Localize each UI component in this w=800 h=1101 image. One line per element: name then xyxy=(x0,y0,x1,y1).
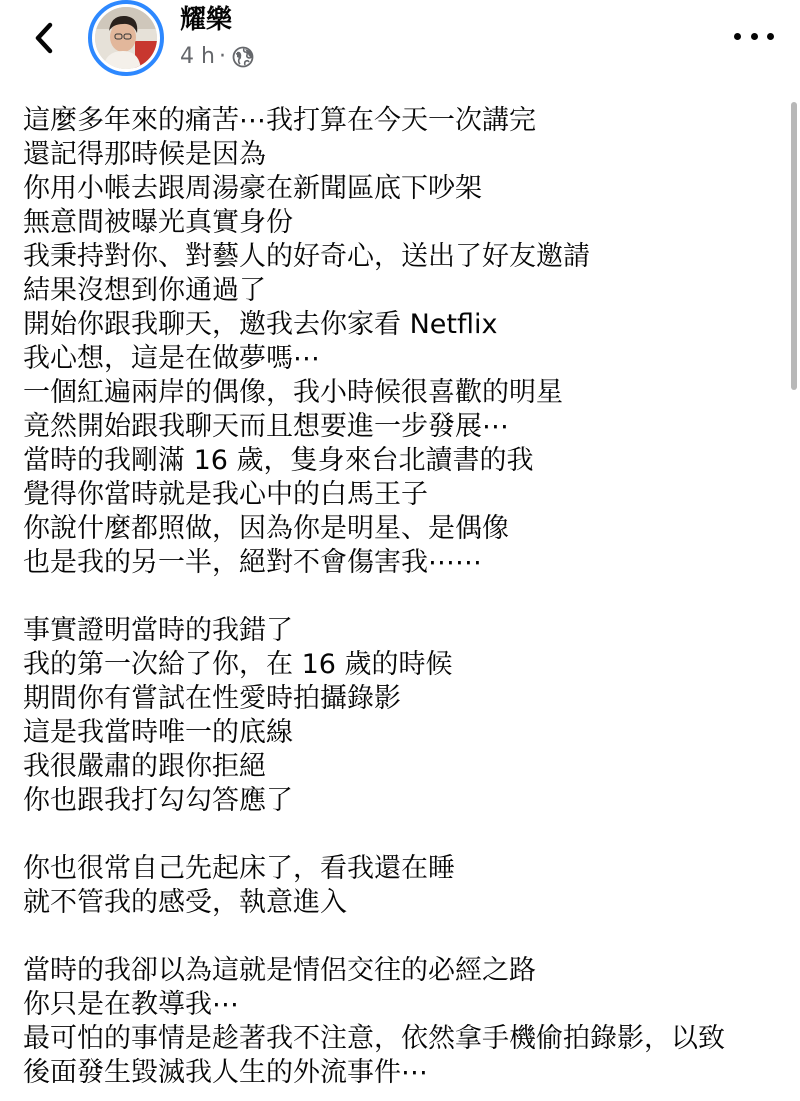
post-text-line: 開始你跟我聊天，邀我去你家看 Netflix xyxy=(23,309,498,340)
post-text-line: 這是我當時唯一的底線 xyxy=(23,717,293,748)
meta-separator: · xyxy=(218,44,226,69)
post-text-line: 最可怕的事情是趁著我不注意，依然拿手機偷拍錄影，以致 xyxy=(23,1023,725,1054)
post-text-line: 你用小帳去跟周湯豪在新聞區底下吵架 xyxy=(23,173,482,204)
back-button[interactable] xyxy=(26,16,62,60)
post-time[interactable]: 4 h xyxy=(180,44,215,69)
avatar xyxy=(95,7,157,69)
post-text-line: 也是我的另一半，絕對不會傷害我⋯⋯ xyxy=(23,547,482,578)
post-text-line: 覺得你當時就是我心中的白馬王子 xyxy=(23,479,428,510)
globe-icon xyxy=(232,46,254,68)
post-text-line: 當時的我剛滿 16 歲，隻身來台北讀書的我 xyxy=(23,445,534,476)
post-text-line: 你也很常自己先起床了，看我還在睡 xyxy=(23,853,455,884)
post-text-line: 你也跟我打勾勾答應了 xyxy=(23,785,293,816)
paragraph-break xyxy=(23,580,783,614)
avatar-story-ring[interactable] xyxy=(88,0,164,76)
post-text-line: 期間你有嘗試在性愛時拍攝錄影 xyxy=(23,683,401,714)
post-text-line: 我的第一次給了你，在 16 歲的時候 xyxy=(23,649,453,680)
post-meta xyxy=(180,42,254,72)
more-dot xyxy=(767,33,774,40)
post-header xyxy=(0,0,800,90)
post-text-line: 就不管我的感受，執意進入 xyxy=(23,887,347,918)
more-dot xyxy=(734,33,741,40)
post-text-line: 這麼多年來的痛苦⋯我打算在今天一次講完 xyxy=(23,105,536,136)
post-text-line: 我心想，這是在做夢嗎⋯ xyxy=(23,343,320,374)
post-text-line: 結果沒想到你通過了 xyxy=(23,275,266,306)
paragraph-break xyxy=(23,818,783,852)
paragraph-break xyxy=(23,920,783,954)
more-dot xyxy=(751,33,758,40)
post-text-line: 還記得那時候是因為 xyxy=(23,139,266,170)
post-text-line: 竟然開始跟我聊天而且想要進一步發展⋯ xyxy=(23,411,509,442)
more-options-button[interactable] xyxy=(734,22,774,50)
post-text-line: 無意間被曝光真實身份 xyxy=(23,207,293,238)
scrollbar[interactable] xyxy=(791,102,797,390)
post-text-line: 你說什麼都照做，因為你是明星、是偶像 xyxy=(23,513,509,544)
author-name[interactable]: 耀樂 xyxy=(180,5,233,35)
post-text-line: 你只是在教導我⋯ xyxy=(23,989,239,1020)
chevron-left-icon xyxy=(32,21,56,55)
post-text-line: 我很嚴肅的跟你拒絕 xyxy=(23,751,266,782)
post-text-line: 後面發生毀滅我人生的外流事件⋯ xyxy=(23,1057,428,1088)
profile-avatar xyxy=(95,7,157,69)
post-text-line: 我秉持對你、對藝人的好奇心，送出了好友邀請 xyxy=(23,241,590,272)
post-text-line: 一個紅遍兩岸的偶像，我小時候很喜歡的明星 xyxy=(23,377,563,408)
post-body xyxy=(23,104,783,1090)
post-text-line: 事實證明當時的我錯了 xyxy=(23,615,293,646)
post-text-line: 當時的我卻以為這就是情侶交往的必經之路 xyxy=(23,955,536,986)
